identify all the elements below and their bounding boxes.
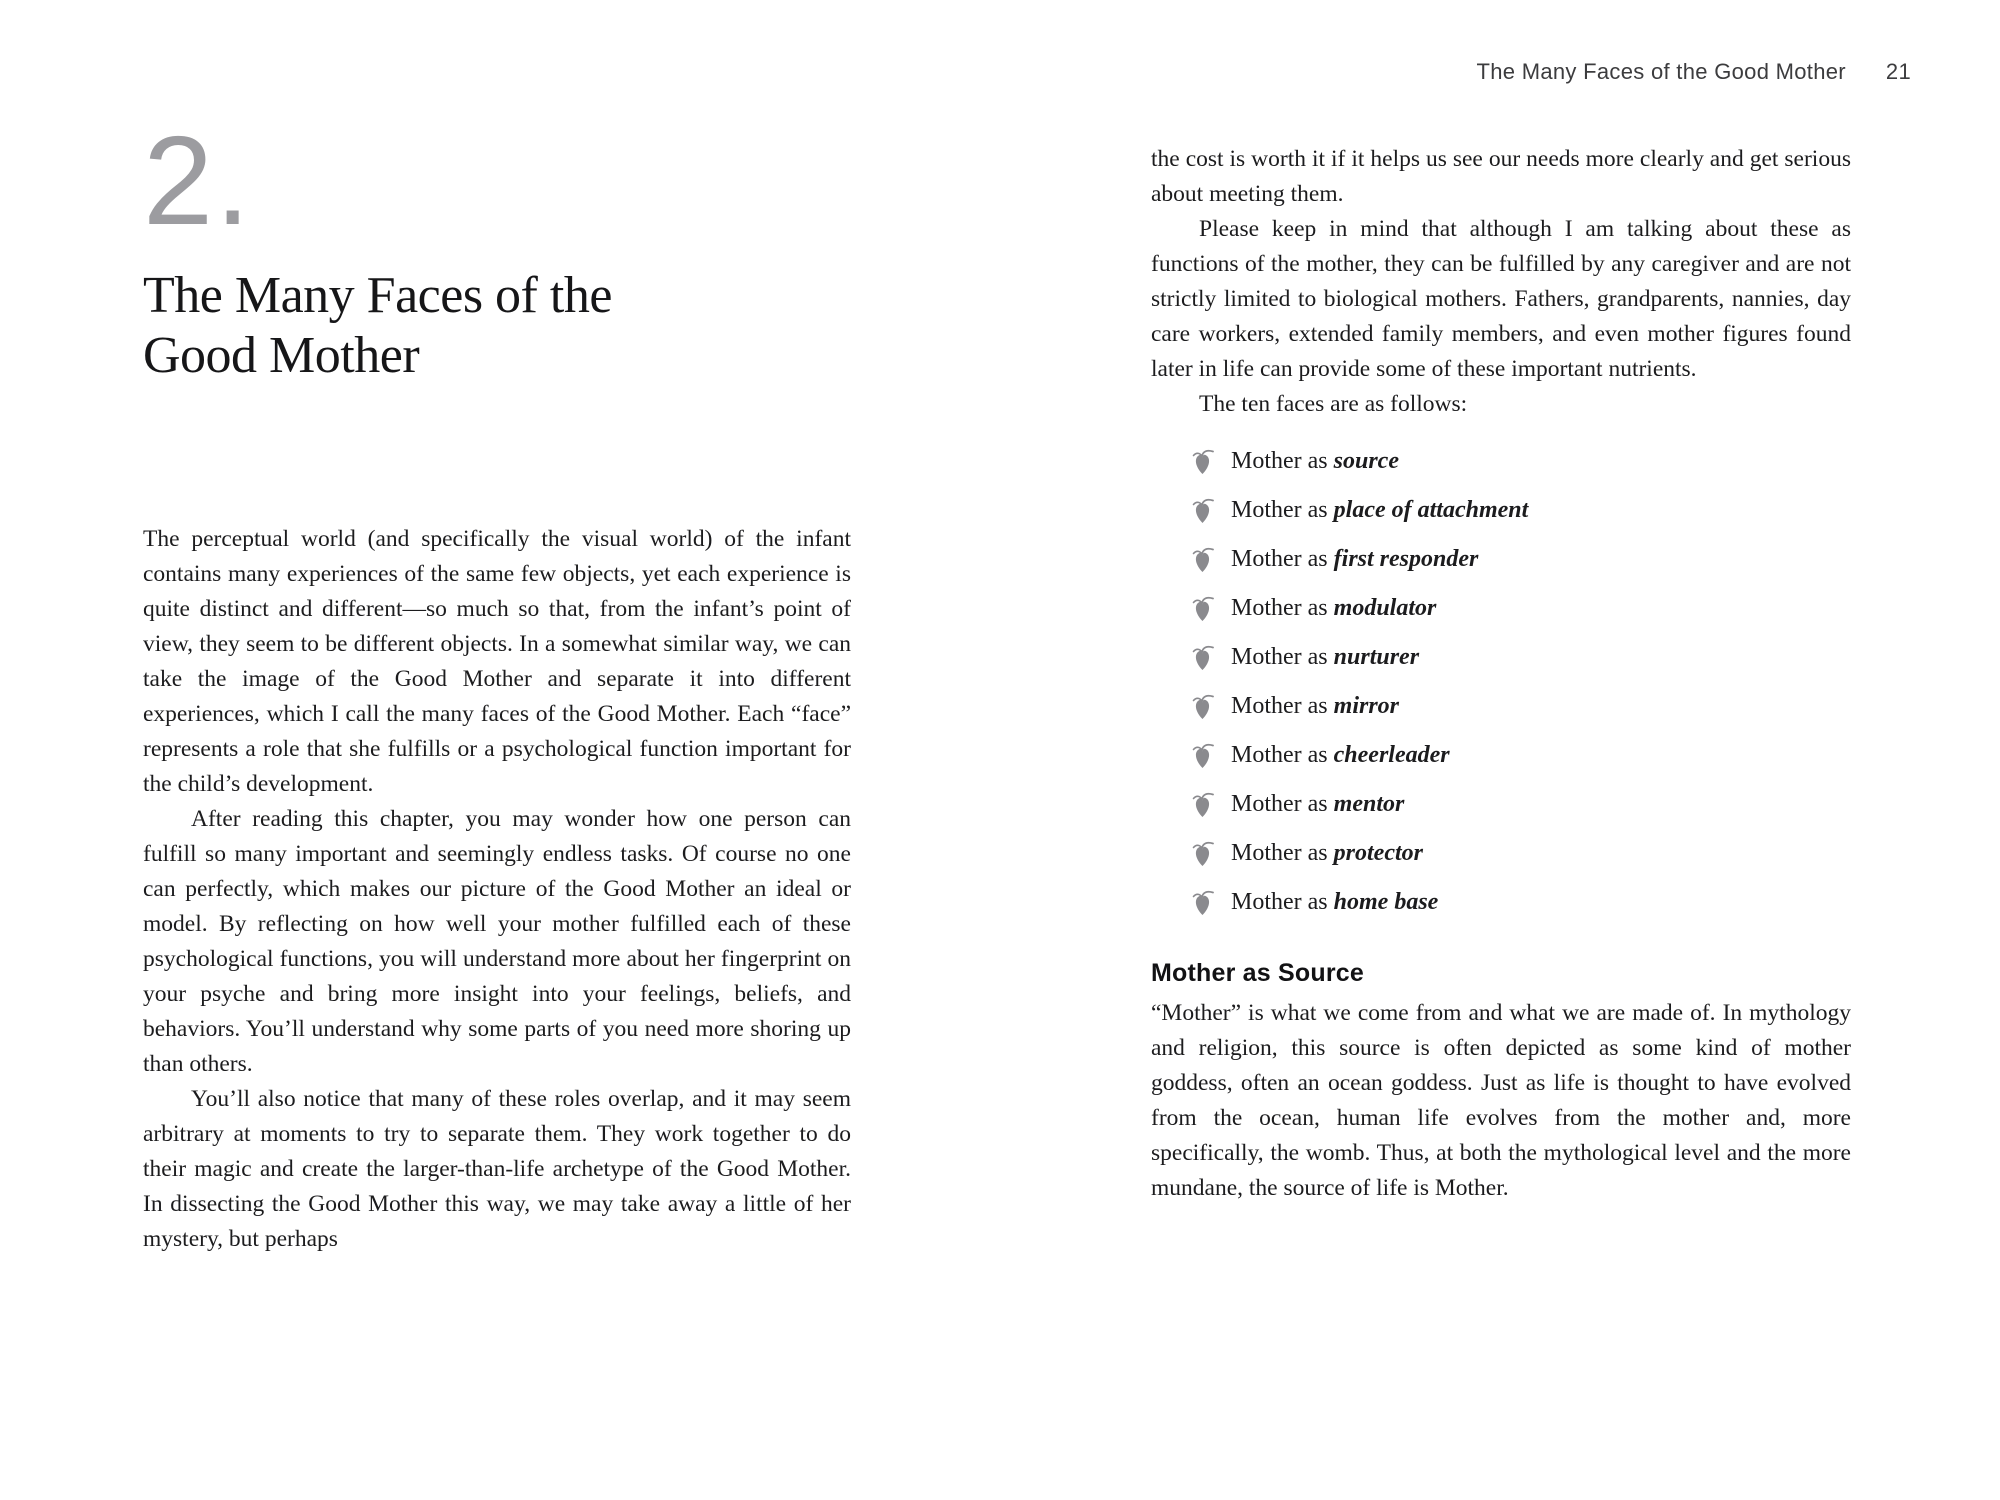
list-item-text xyxy=(1231,446,1399,476)
list-item-role: mentor xyxy=(1333,790,1405,817)
leaf-bullet-icon xyxy=(1190,643,1215,671)
list-item xyxy=(1151,877,1851,926)
right-page-body xyxy=(1151,142,1851,1206)
list-item-prefix: Mother as xyxy=(1231,888,1334,915)
list-item-prefix: Mother as xyxy=(1231,692,1334,719)
list-intro: The ten faces are as follows: xyxy=(1199,391,1468,417)
running-header xyxy=(1151,58,1911,86)
list-item-role: first responder xyxy=(1333,545,1479,572)
list-item xyxy=(1151,485,1851,534)
paragraph: The perceptual world (and specifically the visual world) of the infant contains many experiences of the same few objects, yet each experience is quite distinct and different—so much so that, from the infant’s point of view, they seem to be different objects. In a somewhat similar way, we can take the image of the Good Mother and separate it into different experiences, which I call the many faces of the Good Mother. Each “face” represents a role that she fulfills or a psychological function important for the child’s development. xyxy=(143,526,851,797)
leaf-bullet-icon xyxy=(1190,741,1215,769)
list-item-text xyxy=(1231,544,1478,574)
chapter-title-line-2: Good Mother xyxy=(143,327,420,384)
list-item-text xyxy=(1231,593,1436,623)
paragraph: After reading this chapter, you may wonder how one person can fulfill so many important and seemingly endless tasks. Of course no one can perfectly, which makes our picture of the Good Mother an ideal or model. By reflecting on how well your mother fulfilled each of these psychological functions, you will understand more about her fingerprint on your psyche and bring more insight into your feelings, beliefs, and behaviors. You’ll understand why some parts of you need more shoring up than others. xyxy=(143,806,851,1077)
section-heading: Mother as Source xyxy=(1151,959,1364,987)
leaf-bullet-icon xyxy=(1190,888,1215,916)
chapter-title xyxy=(143,266,612,386)
list-item xyxy=(1151,681,1851,730)
list-item-prefix: Mother as xyxy=(1231,643,1334,670)
list-item xyxy=(1151,730,1851,779)
list-item-text xyxy=(1231,887,1438,917)
list-item-role: cheerleader xyxy=(1333,741,1450,768)
leaf-bullet-icon xyxy=(1190,545,1215,573)
chapter-number: 2. xyxy=(143,110,253,251)
paragraph: the cost is worth it if it helps us see our needs more clearly and get serious about meeting them. xyxy=(1151,146,1851,207)
list-item-role: place of attachment xyxy=(1333,496,1529,523)
list-item-text xyxy=(1231,789,1404,819)
list-item-text xyxy=(1231,838,1423,868)
leaf-bullet-icon xyxy=(1190,839,1215,867)
list-item-prefix: Mother as xyxy=(1231,447,1334,474)
leaf-bullet-icon xyxy=(1190,496,1215,524)
list-item xyxy=(1151,828,1851,877)
list-item-role: mirror xyxy=(1333,692,1400,719)
list-item-prefix: Mother as xyxy=(1231,496,1334,523)
list-item xyxy=(1151,534,1851,583)
list-item xyxy=(1151,632,1851,681)
leaf-bullet-icon xyxy=(1190,447,1215,475)
list-item-prefix: Mother as xyxy=(1231,790,1334,817)
leaf-bullet-icon xyxy=(1190,594,1215,622)
list-item-prefix: Mother as xyxy=(1231,741,1334,768)
list-item-role: protector xyxy=(1333,839,1423,866)
faces-list xyxy=(1151,436,1851,926)
paragraph: You’ll also notice that many of these roles overlap, and it may seem arbitrary at moments to try to separate them. They work together to do their magic and create the larger-than-life archetype of the Good Mother. In dissecting the Good Mother this way, we may take away a little of her mystery, but perhaps xyxy=(143,1086,851,1252)
list-item-role: home base xyxy=(1333,888,1439,915)
list-item-prefix: Mother as xyxy=(1231,545,1334,572)
paragraph: Please keep in mind that although I am talking about these as functions of the mother, they can be fulfilled by any caregiver and are not strictly limited to biological mothers. Fathers, grandparents, nannies, day care workers, extended family members, and even mother figures found later in life can provide some of these important nutrients. xyxy=(1151,216,1851,382)
left-page-body xyxy=(143,522,851,1257)
leaf-bullet-icon xyxy=(1190,692,1215,720)
list-item-prefix: Mother as xyxy=(1231,839,1334,866)
list-item-text xyxy=(1231,691,1399,721)
section-paragraph: “Mother” is what we come from and what we are made of. In mythology and religion, this source is often depicted as some kind of mother goddess, often an ocean goddess. Just as life is thought to have evolved from the ocean, human life evolves from the mother and, more specifically, the womb. Thus, at both the mythological level and the more mundane, the source of life is Mother. xyxy=(1151,1000,1851,1201)
list-item xyxy=(1151,436,1851,485)
list-item-role: source xyxy=(1333,447,1399,474)
list-item xyxy=(1151,779,1851,828)
list-item-text xyxy=(1231,642,1419,672)
list-item-role: nurturer xyxy=(1333,643,1420,670)
chapter-title-line-1: The Many Faces of the xyxy=(143,267,612,324)
list-item-text xyxy=(1231,495,1528,525)
list-item-role: modulator xyxy=(1333,594,1437,621)
page-number: 21 xyxy=(1885,59,1911,84)
running-head-title: The Many Faces of the Good Mother xyxy=(1476,59,1846,84)
list-item-prefix: Mother as xyxy=(1231,594,1334,621)
list-item-text xyxy=(1231,740,1450,770)
list-item xyxy=(1151,583,1851,632)
leaf-bullet-icon xyxy=(1190,790,1215,818)
